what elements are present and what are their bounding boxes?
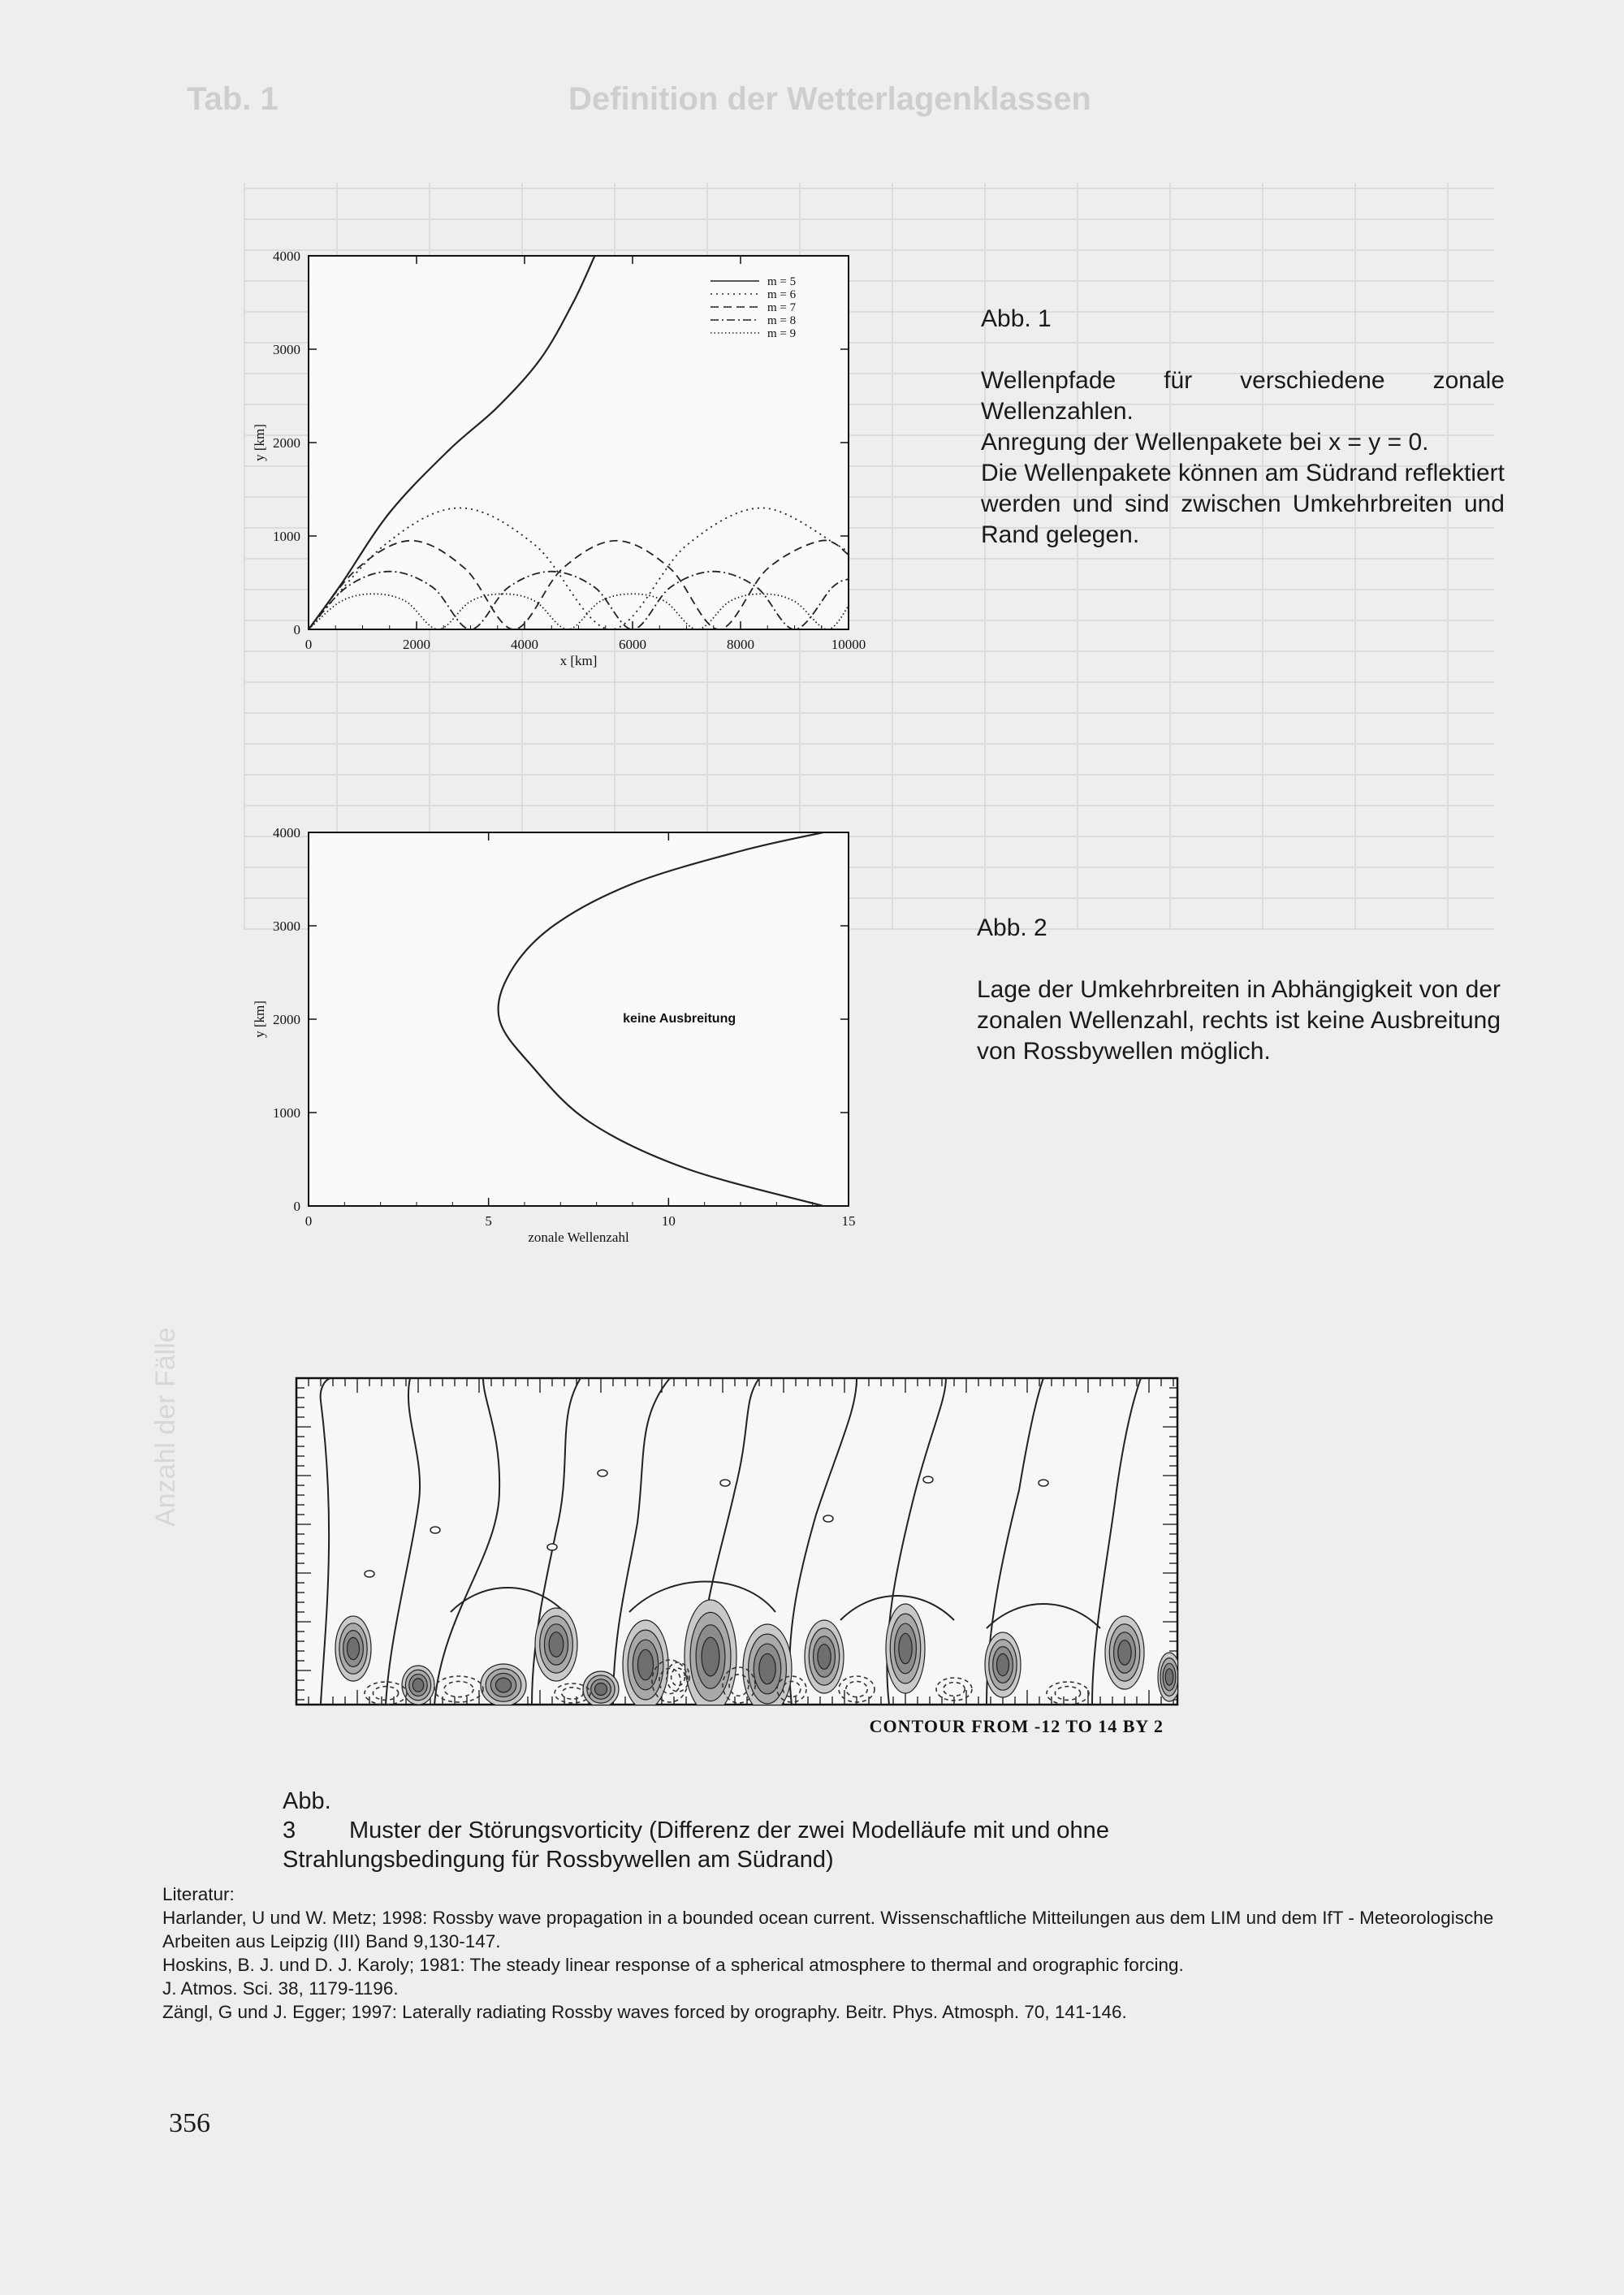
shaded-lobe [549,1632,564,1658]
x-axis-label: zonale Wellenzahl [528,1230,629,1245]
ghost-table-label: Tab. 1 [187,81,279,117]
legend-entry: m = 8 [767,314,797,327]
shaded-lobe [495,1678,511,1692]
x-tick-label: 0 [304,637,313,652]
x-tick-label: 10000 [831,637,866,652]
y-tick-label: 4000 [273,249,300,264]
legend-entry: m = 6 [767,288,797,301]
legend-entry: m = 7 [767,301,797,314]
y-tick-label: 2000 [273,435,300,451]
figure-2-caption [977,913,1501,1067]
y-tick-label: 3000 [273,918,300,934]
x-tick-label: 6000 [619,637,646,652]
figure-3-caption-text: Muster der Störungsvorticity (Differenz der zwei Modelläufe mit und ohne Strahlungsbedingung für Rossbywellen am Südrand) [283,1817,1109,1873]
page-number: 356 [169,2108,210,2138]
figure-3-contour-plot [288,1368,1186,1744]
reference-item: Hoskins, B. J. und D. J. Karoly; 1981: The steady linear response of a spherical atmosphere to thermal and orographic forcing. [162,1955,1184,1975]
x-tick-label: 4000 [511,637,538,652]
shaded-lobe [348,1637,360,1659]
shaded-lobe [759,1653,775,1683]
shaded-lobe [595,1683,607,1696]
figure-2-caption-title: Abb. 2 [977,914,1047,941]
reference-item: J. Atmos. Sci. 38, 1179-1196. [162,1978,399,1999]
figure-1-caption-line: Anregung der Wellenpakete bei x = y = 0. [981,429,1429,456]
shaded-lobe [637,1649,653,1679]
ghost-table-title: Definition der Wetterlagenklassen [568,81,1091,117]
y-axis-label: y [km] [252,1001,267,1038]
y-axis-label: y [km] [252,424,267,461]
shaded-lobe [997,1653,1009,1675]
no-propagation-annotation: keine Ausbreitung [623,1012,736,1026]
plot-frame [309,832,849,1206]
figure-2 [211,816,877,1255]
figure-1 [211,240,877,678]
x-tick-label: 5 [485,1213,492,1229]
legend-entry: m = 5 [767,275,797,288]
y-tick-label: 1000 [273,1105,300,1121]
x-tick-label: 15 [841,1213,856,1229]
x-tick-label: 2000 [403,637,430,652]
contour-range-label: CONTOUR FROM -12 TO 14 BY 2 [869,1716,1164,1736]
y-tick-label: 3000 [273,342,300,357]
figure-1-caption [981,304,1505,551]
y-tick-label: 0 [293,622,300,638]
reference-item: Zängl, G und J. Egger; 1997: Laterally radiating Rossby waves forced by orography. Beitr. Phys. Atmosph. 70, 141-146. [162,2002,1127,2022]
figure-3-caption [283,1787,1176,1874]
shaded-lobe [818,1645,831,1670]
references [162,1882,1502,2024]
figure-3 [288,1368,1186,1744]
figure-1-caption-line: Die Wellenpakete können am Südrand reflektiert werden und sind zwischen Umkehrbreiten und Rand gelegen. [981,460,1505,548]
figure-1-chart [211,240,877,678]
x-axis-label: x [km] [559,653,598,668]
x-tick-label: 10 [661,1213,676,1229]
figure-1-caption-title: Abb. 1 [981,305,1052,332]
shaded-lobe [702,1637,719,1676]
legend-entry: m = 9 [767,327,797,340]
x-tick-label: 8000 [727,637,754,652]
y-tick-label: 4000 [273,825,300,841]
figure-2-caption-line: Lage der Umkehrbreiten in Abhängigkeit von der zonalen Wellenzahl, rechts ist keine Ausbreitung von Rossbywellen möglich. [977,976,1501,1065]
y-tick-label: 2000 [273,1012,300,1027]
figure-3-caption-title: Abb. 3 [283,1788,331,1843]
ghost-side-label: Anzahl der Fälle [150,1327,181,1527]
reference-item: Harlander, U und W. Metz; 1998: Rossby wave propagation in a bounded ocean current. Wissenschaftliche Mitteilungen aus dem LIM und dem IfT - Meteorologische Arbeiten aus Leipzig (III) Band 9,130-147. [162,1908,1494,1951]
shaded-lobe [1165,1669,1173,1685]
references-heading: Literatur: [162,1884,235,1904]
shaded-lobe [412,1679,424,1692]
y-tick-label: 1000 [273,529,300,544]
shaded-lobe [1118,1640,1131,1666]
figure-2-chart [211,816,877,1255]
shaded-lobe [899,1633,912,1663]
x-tick-label: 0 [304,1213,313,1229]
y-tick-label: 0 [293,1199,300,1214]
figure-1-caption-line: Wellenpfade für verschiedene zonale Wellenzahlen. [981,367,1505,425]
